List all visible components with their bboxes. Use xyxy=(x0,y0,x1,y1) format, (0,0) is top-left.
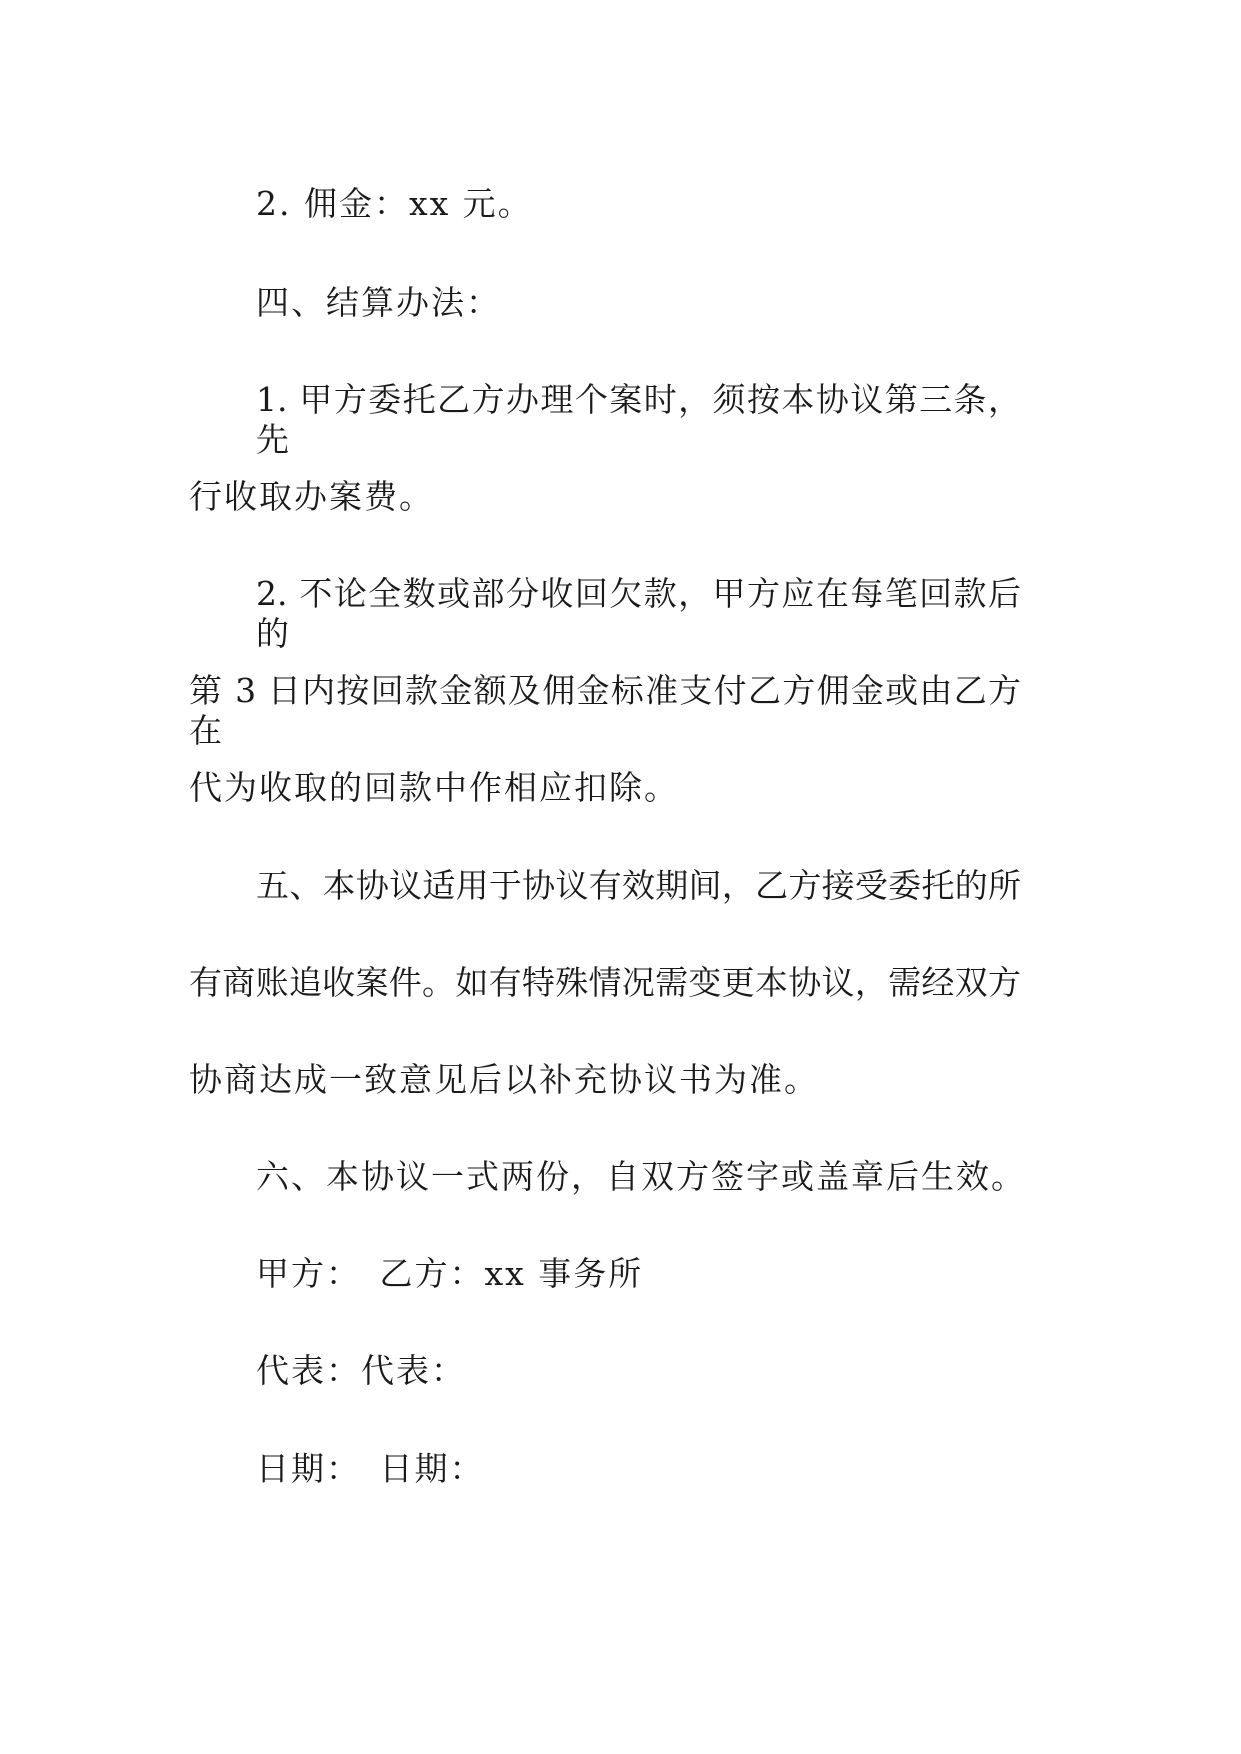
section-five-line-1: 五、本协议适用于协议有效期间，乙方接受委托的所 xyxy=(256,866,1021,905)
signature-representative-line: 代表：代表： xyxy=(256,1351,466,1390)
clause-2-line-1: 2. 不论全数或部分收回欠款，甲方应在每笔回款后的 xyxy=(256,574,1021,653)
section-five-line-3: 协商达成一致意见后以补充协议书为准。 xyxy=(189,1060,819,1099)
signature-party-line: 甲方： 乙方：xx 事务所 xyxy=(256,1254,644,1293)
clause-1-line-2: 行收取办案费。 xyxy=(189,477,434,516)
clause-1-line-1: 1. 甲方委托乙方办理个案时，须按本协议第三条，先 xyxy=(256,380,1021,459)
section-six-line: 六、本协议一式两份，自双方签字或盖章后生效。 xyxy=(256,1157,1026,1196)
section-five-line-2: 有商账追收案件。如有特殊情况需变更本协议，需经双方 xyxy=(189,963,1021,1002)
signature-date-line: 日期： 日期： xyxy=(256,1449,485,1488)
clause-2-line-2: 第 3 日内按回款金额及佣金标准支付乙方佣金或由乙方在 xyxy=(189,671,1021,750)
section-heading-settlement: 四、结算办法： xyxy=(256,283,501,322)
commission-line: 2. 佣金：xx 元。 xyxy=(256,184,533,223)
clause-2-line-3: 代为收取的回款中作相应扣除。 xyxy=(189,768,679,807)
